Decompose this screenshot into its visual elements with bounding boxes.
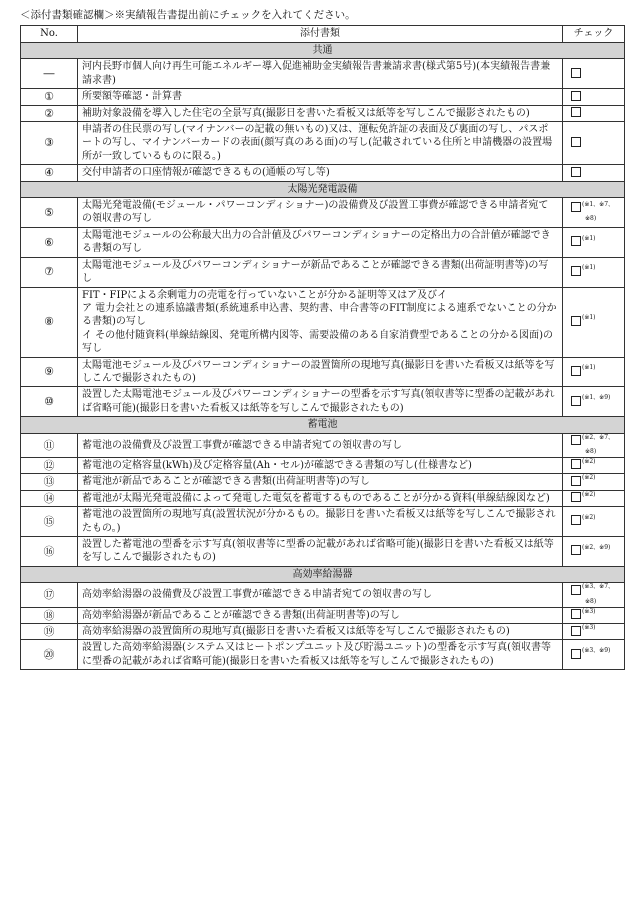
- checkbox[interactable]: [571, 68, 581, 78]
- row-document: 補助対象設備を導入した住宅の全景写真(撮影日を書いた看板又は紙等を写しこんで撮影されたもの): [78, 105, 563, 121]
- row-number: ⑤: [21, 198, 78, 228]
- row-check-cell: [563, 257, 625, 287]
- note-ref: (※2、※9): [582, 543, 611, 551]
- row-check-cell: [563, 287, 625, 357]
- note-ref: (※3): [582, 624, 596, 632]
- row-check-cell: [563, 583, 625, 607]
- row-document: 設置した蓄電池の型番を示す写真(領収書等に型番の記載があれば省略可能)(撮影日を書いた看板又は紙等を写しこんで撮影されたもの): [78, 537, 563, 567]
- checkbox[interactable]: [571, 545, 581, 555]
- checkbox[interactable]: [571, 649, 581, 659]
- table-row: [21, 198, 625, 228]
- table-row: [21, 122, 625, 165]
- row-check-cell: [563, 640, 625, 670]
- table-row: [21, 490, 625, 506]
- checkbox[interactable]: [571, 266, 581, 276]
- row-check-cell: [563, 457, 625, 473]
- note-ref: (※2): [582, 457, 596, 465]
- row-number: ⑦: [21, 257, 78, 287]
- note-ref: (※2): [582, 474, 596, 482]
- row-number: ③: [21, 122, 78, 165]
- checkbox[interactable]: [571, 137, 581, 147]
- row-number: ⑭: [21, 490, 78, 506]
- row-check-cell: [563, 607, 625, 623]
- header-row: [21, 26, 625, 43]
- table-row: [21, 507, 625, 537]
- row-number: ②: [21, 105, 78, 121]
- table-row: [21, 624, 625, 640]
- checkbox[interactable]: [571, 396, 581, 406]
- row-document: 申請者の住民票の写し(マイナンバーの記載の無いもの)又は、運転免許証の表面及び裏面の写し、パスポートの写し、マイナンバーカードの表面(顔写真のある面)の写し(記載されている住所と申請機器の設置場所が一致しているものに限る。): [78, 122, 563, 165]
- row-number: ⑩: [21, 387, 78, 417]
- row-check-cell: [563, 474, 625, 490]
- table-row: [21, 257, 625, 287]
- row-number: ⑲: [21, 624, 78, 640]
- row-check-cell: [563, 227, 625, 257]
- section-title: 高効率給湯器: [21, 566, 625, 582]
- row-number: ①: [21, 89, 78, 105]
- checkbox[interactable]: [571, 167, 581, 177]
- table-row: [21, 457, 625, 473]
- row-number: ⑥: [21, 227, 78, 257]
- row-document: 高効率給湯器が新品であることが確認できる書類(出荷証明書等)の写し: [78, 607, 563, 623]
- row-check-cell: [563, 198, 625, 228]
- row-document: 交付申請者の口座情報が確認できるもの(通帳の写し等): [78, 165, 563, 181]
- header-check: チェック: [563, 26, 625, 43]
- checkbox[interactable]: [571, 366, 581, 376]
- row-document: 高効率給湯器の設置箇所の現地写真(撮影日を書いた看板又は紙等を写しこんで撮影されたもの): [78, 624, 563, 640]
- table-row: [21, 474, 625, 490]
- row-document: 蓄電池の設置箇所の現地写真(設置状況が分かるもの。撮影日を書いた看板又は紙等を写しこんで撮影されたもの。): [78, 507, 563, 537]
- note-ref: (※1、※7、: [582, 200, 615, 208]
- note-ref: (※2、※7、: [582, 433, 615, 441]
- table-row: [21, 607, 625, 623]
- table-row: [21, 640, 625, 670]
- row-number: ⑱: [21, 607, 78, 623]
- section-title: 共通: [21, 43, 625, 59]
- section-title: 太陽光発電設備: [21, 181, 625, 197]
- checkbox[interactable]: [571, 609, 581, 619]
- checkbox[interactable]: [571, 435, 581, 445]
- section-row: [21, 43, 625, 59]
- checkbox[interactable]: [571, 316, 581, 326]
- table-row: [21, 583, 625, 607]
- row-number: ⑪: [21, 433, 78, 457]
- row-number: ⑳: [21, 640, 78, 670]
- section-row: [21, 181, 625, 197]
- row-check-cell: [563, 357, 625, 387]
- row-document: 蓄電池が太陽光発電設備によって発電した電気を蓄電するものであることが分かる資料(単線結線図など): [78, 490, 563, 506]
- caption: ＜添付書類確認欄＞※実績報告書提出前にチェックを入れてください。: [20, 9, 356, 21]
- row-document: 設置した太陽電池モジュール及びパワーコンディショナーの型番を示す写真(領収書等に型番の記載があれば省略可能)(撮影日を書いた看板又は紙等を写しこんで撮影されたもの): [78, 387, 563, 417]
- row-document: 蓄電池の定格容量(kWh)及び定格容量(Ah・セル)が確認できる書類の写し(仕様書など): [78, 457, 563, 473]
- row-number: ⑨: [21, 357, 78, 387]
- section-row: [21, 566, 625, 582]
- checkbox[interactable]: [571, 91, 581, 101]
- row-document: 太陽電池モジュール及びパワーコンディショナーが新品であることが確認できる書類(出荷証明書等)の写し: [78, 257, 563, 287]
- note-ref: (※2): [582, 490, 596, 498]
- table-row: [21, 59, 625, 89]
- row-document: 蓄電池の設備費及び設置工事費が確認できる申請者宛ての領収書の写し: [78, 433, 563, 457]
- row-number: ⑧: [21, 287, 78, 357]
- row-check-cell: [563, 433, 625, 457]
- row-number: ―: [21, 59, 78, 89]
- row-document: 太陽電池モジュールの公称最大出力の合計値及びパワーコンディショナーの定格出力の合計値が確認できる書類の写し: [78, 227, 563, 257]
- table-body: [21, 43, 625, 670]
- table-row: [21, 387, 625, 417]
- row-number: ⑫: [21, 457, 78, 473]
- row-check-cell: [563, 105, 625, 121]
- checkbox[interactable]: [571, 202, 581, 212]
- row-document: 所要額等確認・計算書: [78, 89, 563, 105]
- note-ref-continued: ※8): [585, 447, 597, 455]
- table-row: [21, 537, 625, 567]
- checkbox[interactable]: [571, 476, 581, 486]
- row-document: 設置した高効率給湯器(システム又はヒートポンプユニット及び貯湯ユニット)の型番を示す写真(領収書等に型番の記載があれば省略可能)(撮影日を書いた看板又は紙等を写しこんで撮影されたもの): [78, 640, 563, 670]
- row-document: 蓄電池が新品であることが確認できる書類(出荷証明書等)の写し: [78, 474, 563, 490]
- table-row: [21, 89, 625, 105]
- table-row: [21, 287, 625, 357]
- row-check-cell: [563, 59, 625, 89]
- row-check-cell: [563, 89, 625, 105]
- row-check-cell: [563, 537, 625, 567]
- checkbox[interactable]: [571, 492, 581, 502]
- row-document: 太陽電池モジュール及びパワーコンディショナーの設置箇所の現地写真(撮影日を書いた看板又は紙等を写しこんで撮影されたもの): [78, 357, 563, 387]
- checkbox[interactable]: [571, 459, 581, 469]
- header-doc: 添付書類: [78, 26, 563, 43]
- attachment-checklist-table: [20, 25, 625, 670]
- row-check-cell: [563, 122, 625, 165]
- checkbox[interactable]: [571, 515, 581, 525]
- table-row: [21, 227, 625, 257]
- note-ref-continued: ※8): [585, 215, 597, 223]
- row-number: ⑰: [21, 583, 78, 607]
- row-check-cell: [563, 165, 625, 181]
- row-number: ④: [21, 165, 78, 181]
- row-number: ⑯: [21, 537, 78, 567]
- checkbox[interactable]: [571, 585, 581, 595]
- section-title: 蓄電池: [21, 417, 625, 433]
- note-ref: (※1): [582, 314, 596, 322]
- header-no: No.: [21, 26, 78, 43]
- row-document: FIT・FIPによる余剰電力の売電を行っていないことが分かる証明等又はア及びイ ア 電力会社との連系協議書類(系統連系申込書、契約書、申合書等のFIT制度による連系でないことの分かる書類)の写し イ その他付随資料(単線結線図、発電所構内図等、需要設備のある自家消費型であることの分かる図面)の写し: [78, 287, 563, 357]
- row-check-cell: [563, 507, 625, 537]
- note-ref: (※1): [582, 234, 596, 242]
- note-ref: (※3、※9): [582, 647, 611, 655]
- row-document: 河内長野市個人向け再生可能エネルギー導入促進補助金実績報告書兼請求書(様式第5号)(本実績報告書兼請求書): [78, 59, 563, 89]
- note-ref: (※1、※9): [582, 394, 611, 402]
- checkbox[interactable]: [571, 107, 581, 117]
- row-number: ⑬: [21, 474, 78, 490]
- row-document: 太陽光発電設備(モジュール・パワーコンディショナー)の設備費及び設置工事費が確認できる申請者宛ての領収書の写し: [78, 198, 563, 228]
- row-number: ⑮: [21, 507, 78, 537]
- checkbox[interactable]: [571, 626, 581, 636]
- note-ref: (※1): [582, 264, 596, 272]
- row-document: 高効率給湯器の設備費及び設置工事費が確認できる申請者宛ての領収書の写し: [78, 583, 563, 607]
- note-ref: (※2): [582, 513, 596, 521]
- table-row: [21, 165, 625, 181]
- table-row: [21, 357, 625, 387]
- table-row: [21, 433, 625, 457]
- note-ref-continued: ※8): [585, 597, 597, 605]
- note-ref: (※1): [582, 364, 596, 372]
- row-check-cell: [563, 490, 625, 506]
- table-row: [21, 105, 625, 121]
- note-ref: (※3): [582, 607, 596, 615]
- note-ref: (※3、※7、: [582, 583, 615, 591]
- checkbox[interactable]: [571, 236, 581, 246]
- section-row: [21, 417, 625, 433]
- row-check-cell: [563, 624, 625, 640]
- row-check-cell: [563, 387, 625, 417]
